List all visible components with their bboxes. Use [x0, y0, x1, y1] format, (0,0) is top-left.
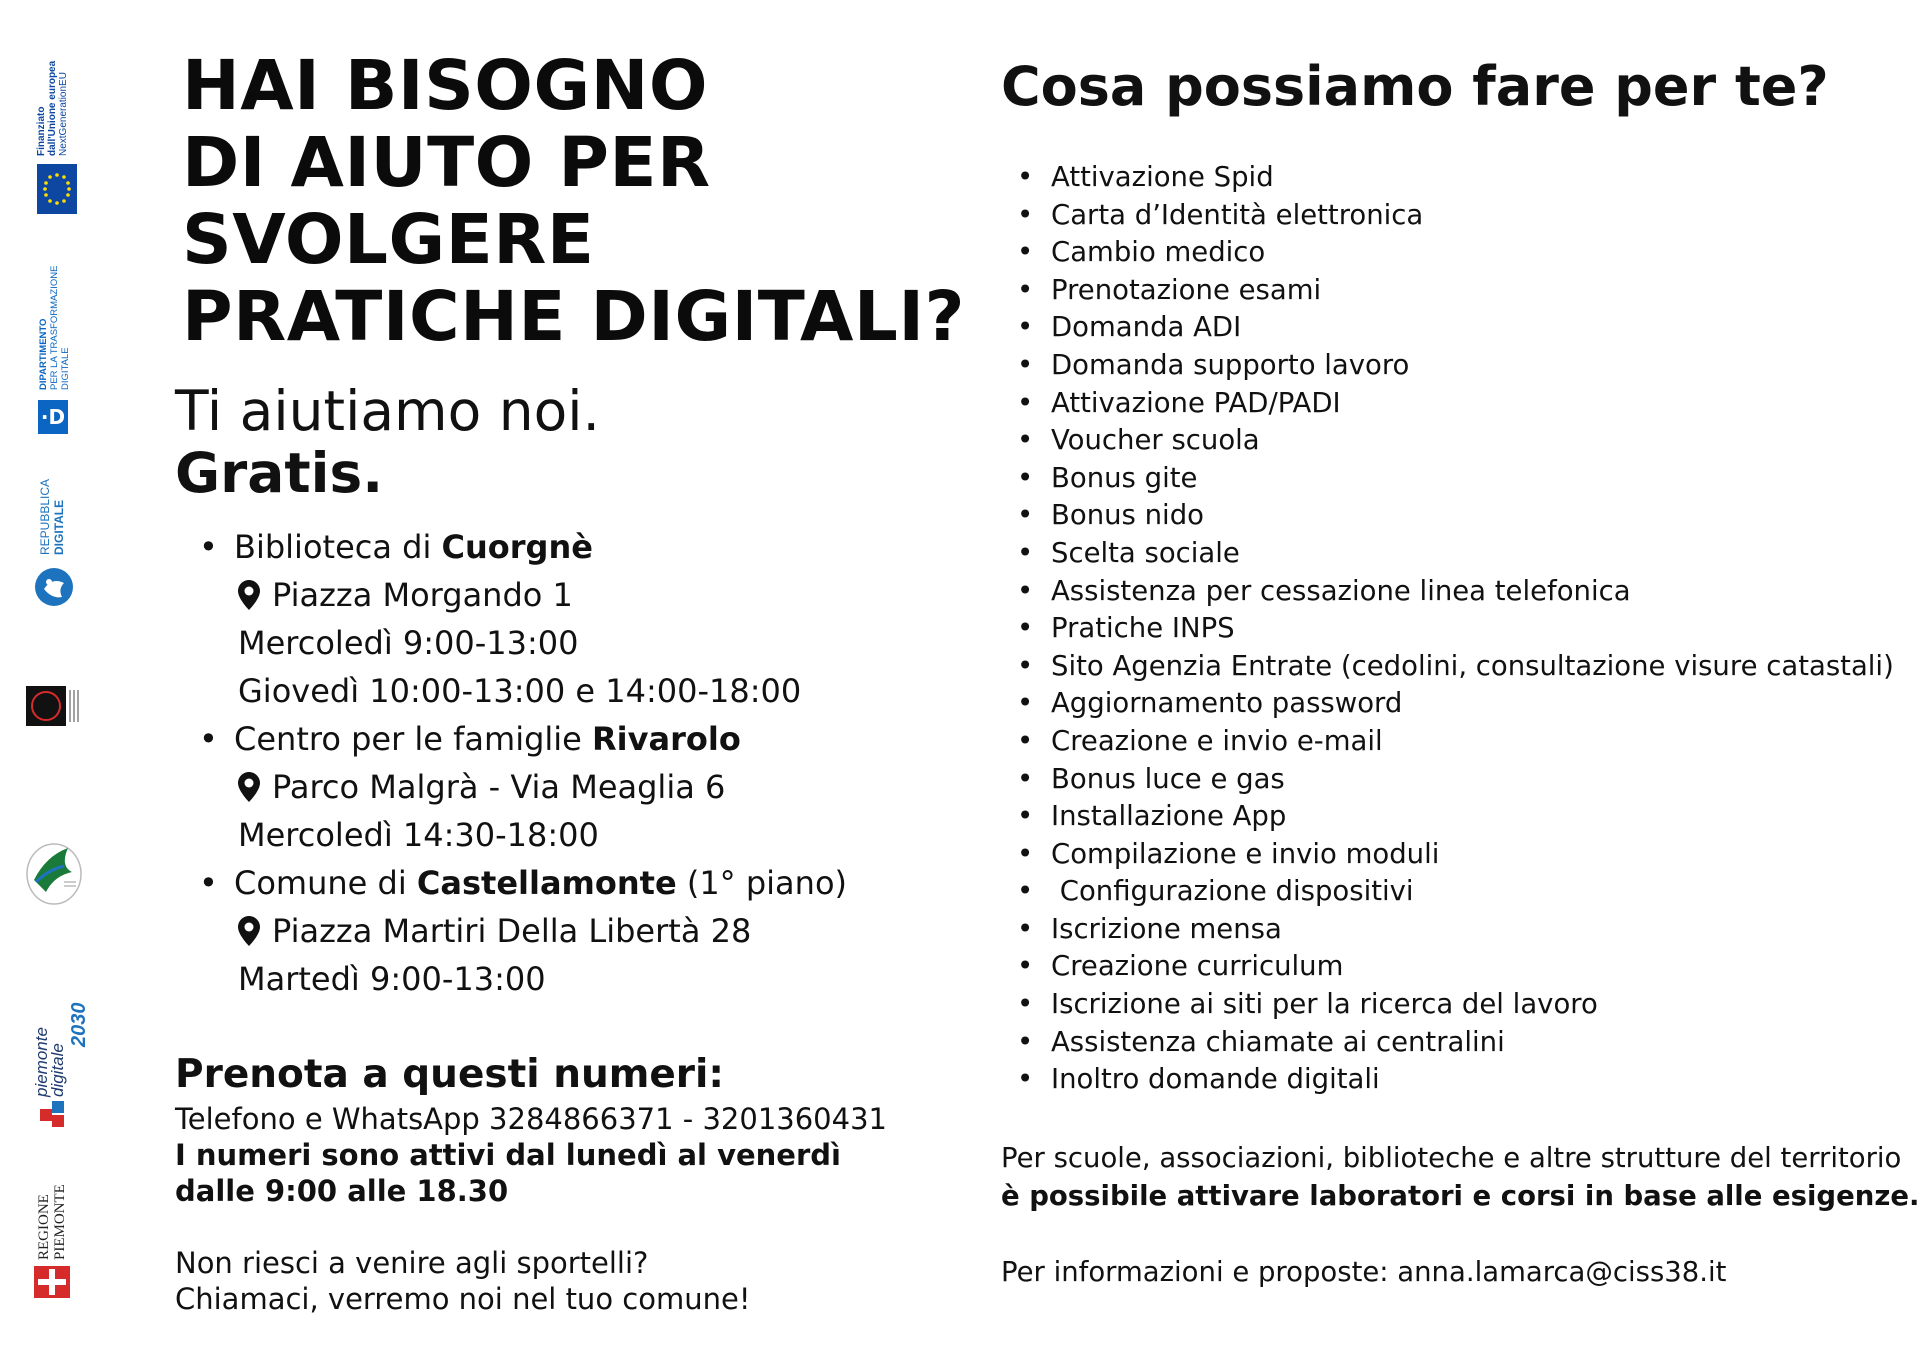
- circle-logo: [26, 686, 86, 726]
- headline-line-3: SVOLGERE: [182, 200, 595, 280]
- service-label: Carta d’Identità elettronica: [1051, 198, 1424, 231]
- service-label: Domanda supporto lavoro: [1051, 348, 1410, 381]
- piemonte-text-2: digitale: [48, 1043, 67, 1097]
- bullet-icon: •: [1017, 612, 1034, 645]
- contact-info: Per informazioni e proposte: anna.lamarca@ciss38.it: [1001, 1256, 1727, 1288]
- headline-line-4: PRATICHE DIGITALI?: [182, 277, 966, 357]
- headline-line-1: HAI BISOGNO: [182, 46, 708, 126]
- service-label: Attivazione PAD/PADI: [1051, 386, 1341, 419]
- location-hours: Mercoledì 9:00-13:00: [238, 624, 579, 662]
- regional-emblem-logo: [24, 836, 84, 906]
- bullet-icon: •: [1017, 800, 1034, 833]
- map-pin-icon: [238, 772, 260, 802]
- service-label: Installazione App: [1051, 800, 1287, 833]
- location-place: Cuorgnè: [441, 528, 593, 566]
- location-name: [234, 523, 847, 571]
- bullet-icon: •: [1017, 311, 1034, 344]
- location-address: [238, 907, 851, 955]
- booking-note-1: Non riesci a venire agli sportelli?: [175, 1246, 649, 1280]
- service-label: Bonus gite: [1051, 461, 1198, 494]
- bullet-icon: •: [199, 528, 218, 566]
- bullet-icon: •: [1017, 161, 1034, 193]
- ring-icon: [26, 686, 86, 726]
- piemonte-text-1: piemonte: [32, 1027, 51, 1097]
- regione-text-1: REGIONE: [36, 1194, 52, 1260]
- bullet-icon: •: [1017, 724, 1034, 757]
- eu-logo-text-2: dall'Unione europea: [47, 60, 58, 156]
- bullet-icon: •: [1017, 687, 1034, 720]
- subtitle-free: Gratis.: [175, 441, 384, 505]
- location-place: Castellamonte: [416, 864, 677, 902]
- bullet-icon: •: [1017, 762, 1034, 795]
- location-prefix: Biblioteca di: [234, 528, 442, 566]
- location-suffix: (1° piano): [676, 864, 847, 902]
- bullet-icon: •: [1017, 236, 1034, 269]
- location-address-text: Piazza Martiri Della Libertà 28: [272, 912, 752, 950]
- location-prefix: Comune di: [234, 864, 417, 902]
- service-label: Assistenza per cessazione linea telefonica: [1051, 574, 1631, 607]
- headline-line-2: DI AIUTO PER: [182, 123, 711, 203]
- dipartimento-d-icon: ·D: [38, 400, 68, 434]
- locations-list: [175, 523, 847, 1003]
- location-place: Rivarolo: [592, 720, 741, 758]
- bullet-icon: •: [1017, 386, 1034, 419]
- location-item: [175, 715, 788, 859]
- repubblica-globe-icon: [34, 567, 74, 607]
- location-name: [234, 859, 847, 907]
- eu-flag-icon: [37, 164, 77, 214]
- bullet-icon: •: [1017, 912, 1034, 945]
- emblem-icon: [24, 836, 84, 906]
- service-label: Creazione curriculum: [1051, 950, 1344, 983]
- repubblica-text-2: DIGITALE: [52, 499, 66, 555]
- location-item: [175, 859, 847, 1003]
- regione-shield-icon: [34, 1266, 70, 1298]
- eu-logo-text-1: Finanziato: [36, 106, 47, 156]
- service-label: Compilazione e invio moduli: [1051, 837, 1440, 870]
- service-label: Sito Agenzia Entrate (cedolini, consultazione visure catastali): [1051, 649, 1894, 682]
- service-label: Aggiornamento password: [1051, 687, 1403, 720]
- location-hours: Giovedì 10:00-13:00 e 14:00-18:00: [238, 672, 802, 710]
- service-label: Domanda ADI: [1051, 311, 1242, 344]
- piemonte-digitale-logo: [32, 985, 90, 1135]
- dipartimento-text-2: PER LA TRASFORMAZIONE: [49, 265, 60, 390]
- bullet-icon: •: [1017, 1063, 1034, 1096]
- location-item: [175, 523, 802, 715]
- location-hours: Martedì 9:00-13:00: [238, 960, 546, 998]
- piemonte-puzzle-icon: [40, 1101, 70, 1131]
- dipartimento-text-1: DIPARTIMENTO: [38, 318, 49, 390]
- repubblica-digitale-logo: [34, 470, 84, 610]
- eu-logo: [30, 44, 80, 214]
- booking-note-2: Chiamaci, verremo noi nel tuo comune!: [175, 1282, 751, 1316]
- bullet-icon: •: [1017, 461, 1034, 494]
- bullet-icon: •: [1017, 348, 1034, 381]
- service-label: Creazione e invio e-mail: [1051, 724, 1383, 757]
- bullet-icon: •: [1017, 837, 1034, 870]
- service-label: Iscrizione ai siti per la ricerca del lavoro: [1051, 988, 1598, 1021]
- location-address: [238, 571, 851, 619]
- bullet-icon: •: [1017, 574, 1034, 607]
- bullet-icon: •: [1017, 875, 1034, 908]
- service-label: Bonus luce e gas: [1051, 762, 1285, 795]
- service-label: Configurazione dispositivi: [1051, 875, 1414, 908]
- schools-note-2: è possibile attivare laboratori e corsi in base alle esigenze.: [1001, 1180, 1920, 1212]
- schools-note-1: Per scuole, associazioni, biblioteche e altre strutture del territorio: [1001, 1142, 1902, 1174]
- bullet-icon: •: [1017, 1025, 1034, 1058]
- service-label: Bonus nido: [1051, 499, 1204, 532]
- booking-phones: Telefono e WhatsApp 3284866371 - 3201360431: [175, 1102, 887, 1136]
- services-title: Cosa possiamo fare per te?: [1001, 55, 1829, 118]
- bullet-icon: •: [199, 864, 218, 902]
- eu-logo-text-3: NextGenerationEU: [58, 72, 69, 156]
- dipartimento-text-3: DIGITALE: [60, 347, 71, 390]
- bullet-icon: •: [1017, 649, 1034, 682]
- service-label: Cambio medico: [1051, 236, 1266, 269]
- location-address-text: Piazza Morgando 1: [272, 576, 573, 614]
- regione-piemonte-logo: [34, 1180, 84, 1300]
- dipartimento-logo: [34, 250, 84, 440]
- service-label: Prenotazione esami: [1051, 273, 1322, 306]
- piemonte-year: 2030: [68, 1002, 90, 1047]
- bullet-icon: •: [1017, 198, 1034, 231]
- location-hours: Mercoledì 14:30-18:00: [238, 816, 599, 854]
- bullet-icon: •: [199, 720, 218, 758]
- headline: [182, 48, 965, 356]
- service-label: Inoltro domande digitali: [1051, 1063, 1380, 1096]
- map-pin-icon: [238, 916, 260, 946]
- service-label: Pratiche INPS: [1051, 612, 1235, 645]
- service-label: Assistenza chiamate ai centralini: [1051, 1025, 1505, 1058]
- location-name: [234, 715, 847, 763]
- repubblica-text-1: REPUBBLICA: [38, 478, 52, 555]
- bullet-icon: •: [1017, 499, 1034, 532]
- bullet-icon: •: [1017, 988, 1034, 1021]
- location-address-text: Parco Malgrà - Via Meaglia 6: [272, 768, 726, 806]
- booking-hours-1: I numeri sono attivi dal lunedì al venerdì: [175, 1138, 841, 1172]
- location-address: [238, 763, 851, 811]
- bullet-icon: •: [1017, 950, 1034, 983]
- bullet-icon: •: [1017, 424, 1034, 457]
- service-label: Scelta sociale: [1051, 536, 1240, 569]
- subtitle-help: Ti aiutiamo noi.: [175, 379, 601, 443]
- booking-title: Prenota a questi numeri:: [175, 1052, 725, 1097]
- location-prefix: Centro per le famiglie: [234, 720, 593, 758]
- service-label: Attivazione Spid: [1051, 161, 1274, 193]
- regione-text-2: PIEMONTE: [52, 1184, 68, 1260]
- logo-strip: [0, 0, 115, 1357]
- map-pin-icon: [238, 580, 260, 610]
- bullet-icon: •: [1017, 273, 1034, 306]
- service-label: Voucher scuola: [1051, 424, 1260, 457]
- bullet-icon: •: [1017, 536, 1034, 569]
- service-label: Iscrizione mensa: [1051, 912, 1282, 945]
- booking-hours-2: dalle 9:00 alle 18.30: [175, 1174, 509, 1208]
